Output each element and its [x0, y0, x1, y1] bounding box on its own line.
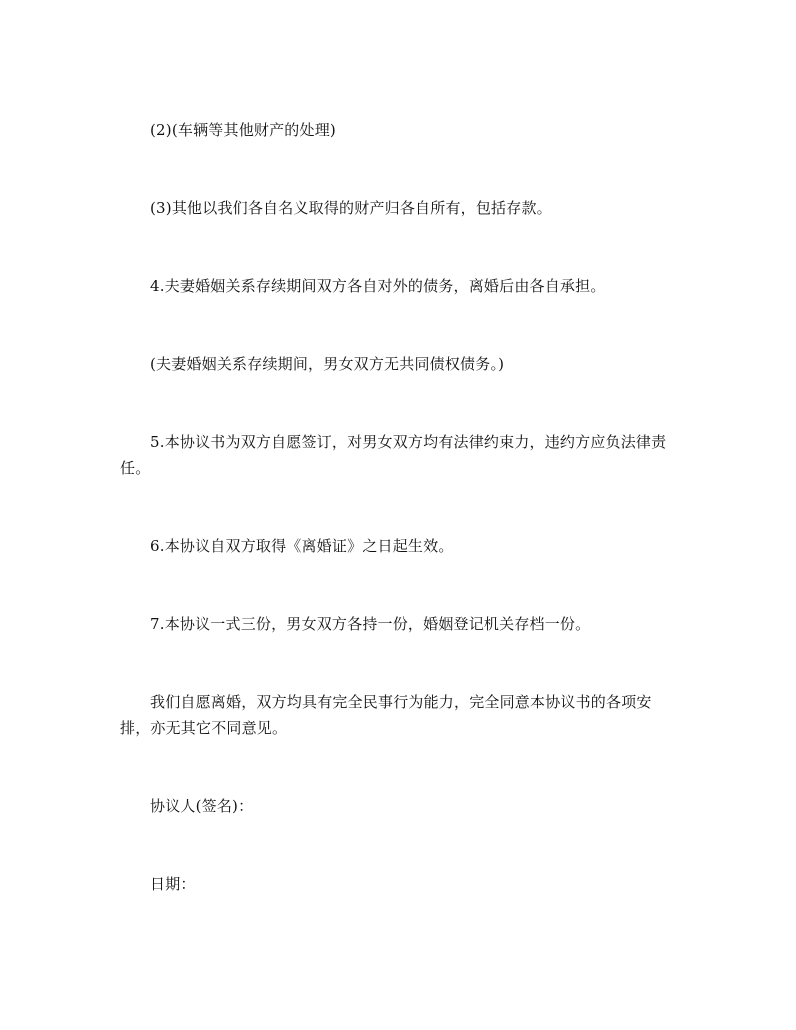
paragraph-binding-force-line1: 5.本协议书为双方自愿签订，对男女双方均有法律约束力，违约方应负法律责	[150, 433, 667, 451]
date-label: 日期：	[150, 875, 196, 893]
paragraph-consent-line1: 我们自愿离婚，双方均具有完全民事行为能力，完全同意本协议书的各项安	[150, 693, 652, 711]
paragraph-no-joint-debts: (夫妻婚姻关系存续期间，男女双方无共同债权债务。)	[150, 355, 505, 373]
paragraph-effective-date: 6.本协议自双方取得《离婚证》之日起生效。	[150, 537, 454, 555]
paragraph-vehicle-property: (2)(车辆等其他财产的处理)	[150, 121, 336, 139]
paragraph-binding-force	[120, 429, 680, 481]
signature-label: 协议人(签名)：	[150, 797, 254, 815]
paragraph-personal-property: (3)其他以我们各自名义取得的财产归各自所有，包括存款。	[150, 199, 552, 217]
paragraph-binding-force-line2: 任。	[120, 459, 151, 477]
paragraph-copies: 7.本协议一式三份，男女双方各持一份，婚姻登记机关存档一份。	[150, 615, 591, 633]
paragraph-debts: 4.夫妻婚姻关系存续期间双方各自对外的债务，离婚后由各自承担。	[150, 277, 606, 295]
paragraph-consent-line2: 排，亦无其它不同意见。	[120, 719, 288, 737]
paragraph-consent	[120, 689, 680, 741]
